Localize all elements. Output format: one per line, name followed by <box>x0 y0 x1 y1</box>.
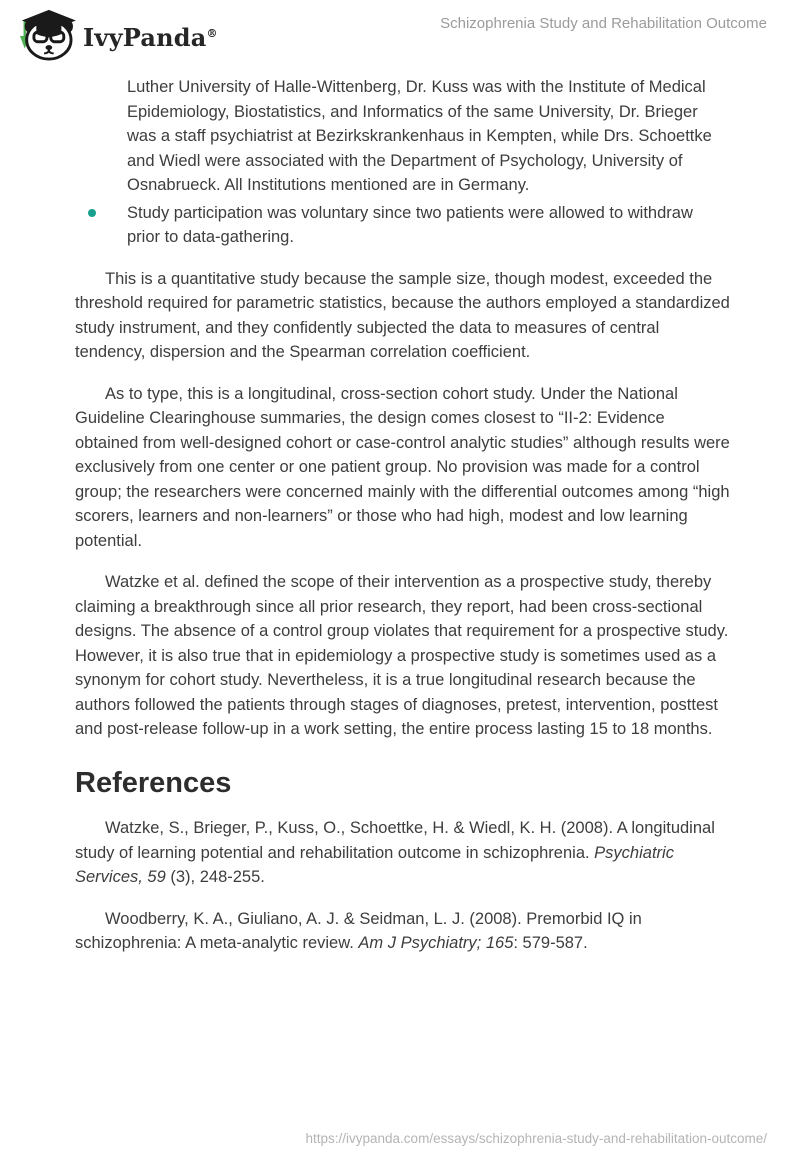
references-heading: References <box>75 766 232 799</box>
ivypanda-logo[interactable] <box>14 8 218 67</box>
document-body <box>75 75 730 956</box>
reference-journal: Am J Psychiatry; 165 <box>358 934 514 953</box>
reference-entry <box>75 907 730 956</box>
brand-name: IvyPanda® <box>83 23 218 52</box>
document-title: Schizophrenia Study and Rehabilitation Outcome <box>440 15 767 32</box>
page-header <box>0 0 800 62</box>
reference-text: Woodberry, K. A., Giuliano, A. J. & Seidman, L. J. (2008). Premorbid IQ in schizophrenia: A meta-analytic review. <box>75 909 642 953</box>
paragraph: Watzke et al. defined the scope of their intervention as a prospective study, thereby claiming a breakthrough since all prior research, they report, had been cross-sectional designs. The absence of a control group violates that requirement for a prospective study. However, it is also true that in epidemiology a prospective study is sometimes used as a synonym for cohort study. Nevertheless, it is a true longitudinal research because the authors followed the patients through stages of diagnoses, pretest, intervention, posttest and post-release follow-up in a work setting, the entire process lasting 15 to 18 months. <box>75 573 729 738</box>
paragraph: This is a quantitative study because the sample size, though modest, exceeded the threshold required for parametric statistics, because the authors employed a standardized study instrument, and they confidently subjected the data to measures of central tendency, dispersion and the Spearman correlation coefficient. <box>75 269 730 361</box>
panda-graduation-cap-icon <box>14 8 76 67</box>
list-item-continuation: Luther University of Halle-Wittenberg, Dr. Kuss was with the Institute of Medical Epidemiology, Biostatistics, and Informatics of the same University, Dr. Brieger was a staff psychiatrist at Bezirkskrankenhaus in Kempten, while Drs. Schoettke and Wiedl were associated with the Department of Psychology, University of Osnabrueck. All Institutions mentioned are in Germany. <box>127 78 712 194</box>
reference-text: Watzke, S., Brieger, P., Kuss, O., Schoettke, H. & Wiedl, K. H. (2008). A longitudinal study of learning potential and rehabilitation outcome in schizophrenia. <box>75 819 715 862</box>
reference-entry <box>75 816 730 890</box>
reference-pages: (3), 248-255. <box>165 868 265 887</box>
registered-mark: ® <box>206 27 218 40</box>
list-item-text: Study participation was voluntary since two patients were allowed to withdraw prior to data-gathering. <box>127 203 693 246</box>
reference-pages: : 579-587. <box>513 934 588 953</box>
list-item <box>75 201 730 250</box>
bullet-marker-icon <box>88 209 96 217</box>
paragraph: As to type, this is a longitudinal, cross-section cohort study. Under the National Guideline Clearinghouse summaries, the design comes closest to “II-2: Evidence obtained from well-designed cohort or case-control analytic studies” although results were exclusively from one center or one patient group. No provision was made for a control group; the researchers were concerned mainly with the differential outcomes among “high scorers, learners and non-learners” or those who had high, modest and low learning potential. <box>75 384 730 550</box>
source-url-link[interactable]: https://ivypanda.com/essays/schizophrenia-study-and-rehabilitation-outcome/ <box>305 1131 767 1146</box>
reference-journal: Psychiatric Services, 59 <box>75 843 674 887</box>
